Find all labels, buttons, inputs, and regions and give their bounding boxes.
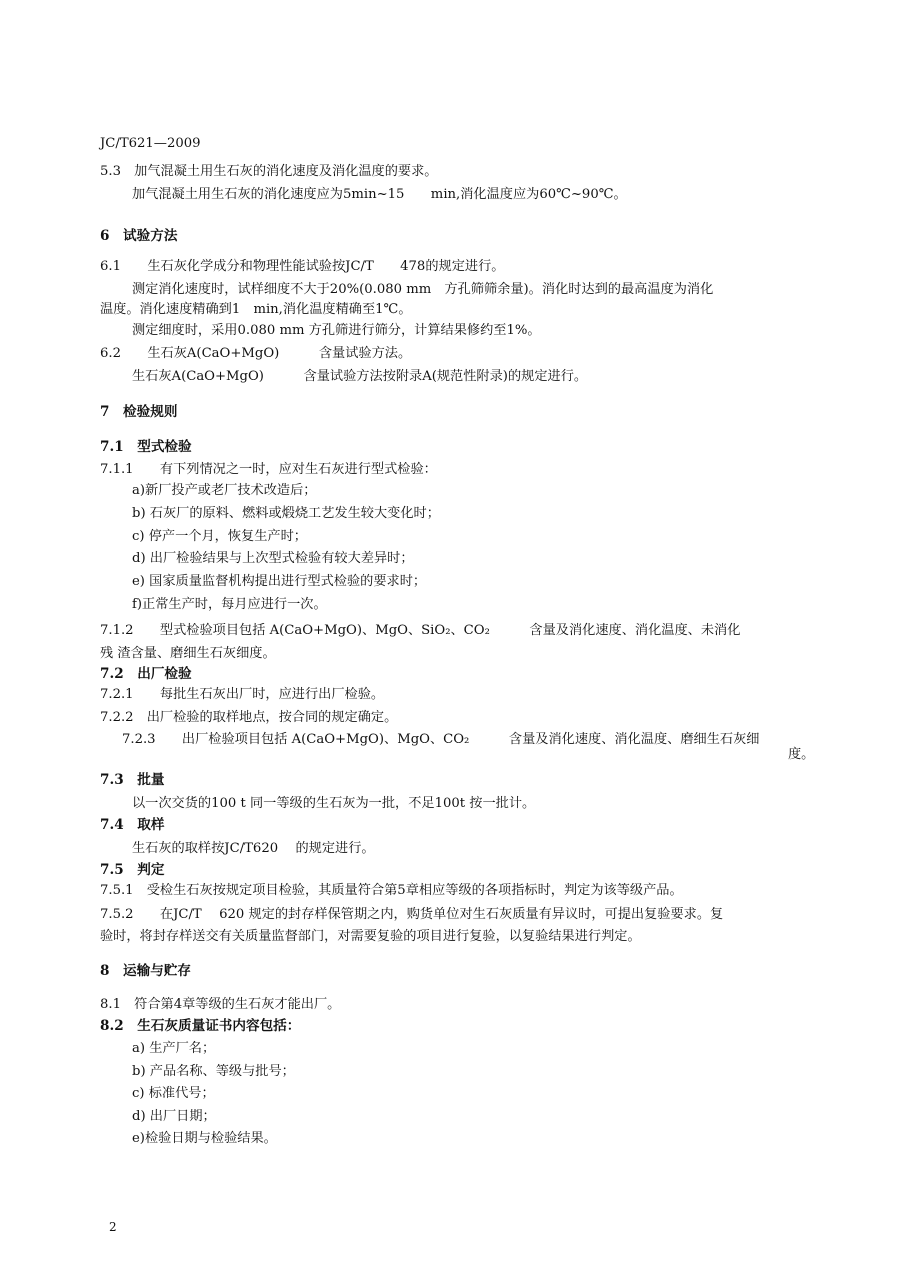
list-item: f)正常生产时，每月应进行一次。	[132, 597, 327, 612]
list-item: e)检验日期与检验结果。	[132, 1131, 277, 1146]
clause-5-3-body: 加气混凝土用生石灰的消化速度应为5min~15 min,消化温度应为60℃~90℃。	[132, 187, 627, 202]
clause-7-5-heading: 7.5 判定	[100, 862, 165, 878]
clause-7-2-heading: 7.2 出厂检验	[100, 666, 192, 682]
clause-6-1: 6.1 生石灰化学成分和物理性能试验按JC/T 478的规定进行。	[100, 259, 505, 274]
list-item: d) 出厂日期；	[132, 1109, 216, 1124]
clause-7-2-3-line-1: 7.2.3 出厂检验项目包括 A(CaO+MgO)、MgO、CO₂ 含量及消化速度、消化温度、磨细生石灰细	[122, 732, 760, 747]
list-item: c) 标准代号；	[132, 1086, 215, 1101]
clause-7-2-1: 7.2.1 每批生石灰出厂时，应进行出厂检验。	[100, 687, 385, 702]
list-item: c) 停产一个月，恢复生产时；	[132, 529, 307, 544]
clause-7-1-2-line-2: 残 渣含量、磨细生石灰细度。	[100, 646, 276, 661]
list-item: a)新厂投产或老厂技术改造后；	[132, 483, 317, 498]
list-item: b) 产品名称、等级与批号；	[132, 1064, 295, 1079]
clause-7-4-body: 生石灰的取样按JC/T620 的规定进行。	[132, 841, 375, 856]
clause-7-2-2: 7.2.2 出厂检验的取样地点，按合同的规定确定。	[100, 710, 398, 725]
section-6-heading: 6 试验方法	[100, 228, 178, 244]
clause-6-1-body-1: 测定消化速度时，试样细度不大于20%(0.080 mm 方孔筛筛余量)。消化时达到的最高温度为消化	[132, 282, 714, 297]
clause-7-3-body: 以一次交货的100 t 同一等级的生石灰为一批，不足100t 按一批计。	[132, 796, 536, 811]
clause-5-3-title: 5.3 加气混凝土用生石灰的消化速度及消化温度的要求。	[100, 164, 438, 179]
list-item: a) 生产厂名；	[132, 1041, 216, 1056]
section-7-heading: 7 检验规则	[100, 404, 178, 420]
clause-7-5-2-line-1: 7.5.2 在JC/T 620 规定的封存样保管期之内，购货单位对生石灰质量有异议时，可提出复验要求。复	[100, 907, 724, 922]
clause-6-2-body: 生石灰A(CaO+MgO) 含量试验方法按附录A(规范性附录)的规定进行。	[132, 369, 588, 384]
clause-7-1-1: 7.1.1 有下列情况之一时，应对生石灰进行型式检验：	[100, 462, 437, 477]
document-code: JC/T621—2009	[100, 136, 201, 151]
clause-8-1: 8.1 符合第4章等级的生石灰才能出厂。	[100, 997, 341, 1012]
list-item: b) 石灰厂的原料、燃料或煅烧工艺发生较大变化时；	[132, 506, 440, 521]
page-number: 2	[109, 1220, 117, 1234]
clause-7-5-1: 7.5.1 受检生石灰按规定项目检验，其质量符合第5章相应等级的各项指标时，判定为该等级产品。	[100, 883, 683, 898]
section-8-heading: 8 运输与贮存	[100, 963, 192, 979]
clause-7-2-3-line-2: 度。	[788, 747, 815, 762]
clause-6-2: 6.2 生石灰A(CaO+MgO) 含量试验方法。	[100, 346, 412, 361]
clause-7-4-heading: 7.4 取样	[100, 817, 165, 833]
clause-7-1-2-line-1: 7.1.2 型式检验项目包括 A(CaO+MgO)、MgO、SiO₂、CO₂ 含量及消化速度、消化温度、未消化	[100, 623, 741, 638]
list-item: d) 出厂检验结果与上次型式检验有较大差异时；	[132, 551, 414, 566]
clause-6-1-body-3: 测定细度时，采用0.080 mm 方孔筛进行筛分，计算结果修约至1%。	[132, 323, 541, 338]
clause-7-3-heading: 7.3 批量	[100, 772, 165, 788]
clause-7-5-2-line-2: 验时，将封存样送交有关质量监督部门，对需要复验的项目进行复验，以复验结果进行判定。	[100, 929, 641, 944]
clause-8-2-heading: 8.2 生石灰质量证书内容包括：	[100, 1018, 301, 1034]
list-item: e) 国家质量监督机构提出进行型式检验的要求时；	[132, 574, 427, 589]
clause-7-1-heading: 7.1 型式检验	[100, 439, 192, 455]
clause-6-1-body-2: 温度。消化速度精确到1 min,消化温度精确至1℃。	[100, 302, 412, 317]
